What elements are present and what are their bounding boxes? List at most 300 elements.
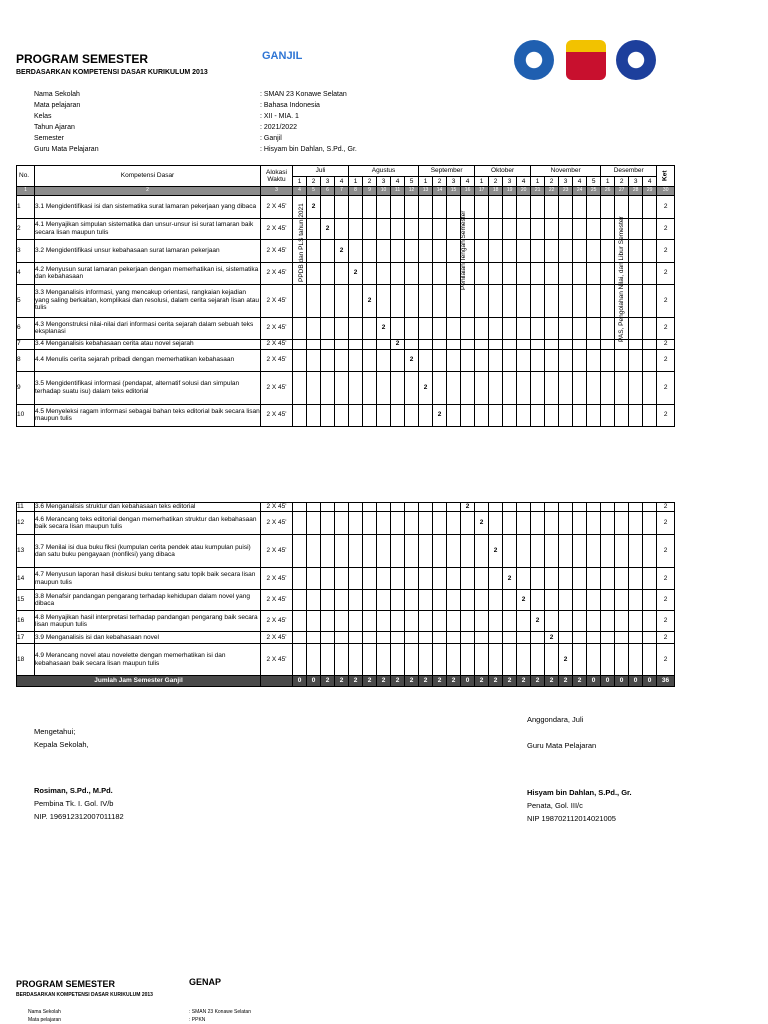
week-cell <box>461 339 475 349</box>
week-cell <box>391 239 405 262</box>
week-cell <box>405 512 419 535</box>
week-cell <box>433 632 447 644</box>
week-cell <box>629 218 643 239</box>
row-number: 12 <box>17 512 35 535</box>
info-value: : Bahasa Indonesia <box>260 102 320 109</box>
week-cell <box>601 317 615 339</box>
week-cell <box>321 404 335 426</box>
column-header-kd: Kompetensi Dasar <box>35 166 261 187</box>
table-row <box>17 611 675 632</box>
total-value: 2 <box>363 676 377 687</box>
week-cell <box>503 632 517 644</box>
teacher-title: Guru Mata Pelajaran <box>527 741 597 750</box>
week-cell <box>349 195 363 218</box>
week-cell <box>391 317 405 339</box>
place-date: Anggondara, Juli <box>527 715 584 724</box>
row-number: 11 <box>17 503 35 512</box>
teacher-name: Hisyam bin Dahlan, S.Pd., Gr. <box>527 788 632 797</box>
week-cell <box>391 218 405 239</box>
week-cell <box>293 590 307 611</box>
week-cell <box>629 349 643 371</box>
column-index: 28 <box>629 187 643 196</box>
week-cell <box>391 632 405 644</box>
week-cell <box>643 568 657 590</box>
week-cell <box>447 535 461 568</box>
week-cell <box>489 339 503 349</box>
week-cell <box>377 195 391 218</box>
week-hours: 2 <box>349 262 363 284</box>
ppdb-note: PPDB dan PLS tahun 2021 <box>298 203 305 282</box>
week-cell <box>363 644 377 676</box>
week-cell <box>629 239 643 262</box>
week-cell <box>307 284 321 317</box>
competency-text: 3.1 Mengidentifikasi isi dan sistematika surat lamaran pekerjaan yang dibaca <box>35 195 261 218</box>
week-cell <box>433 611 447 632</box>
week-cell <box>517 632 531 644</box>
week-cell <box>321 644 335 676</box>
week-cell <box>461 371 475 404</box>
ket-value: 2 <box>657 404 675 426</box>
week-cell <box>447 284 461 317</box>
info-label: Semester <box>34 135 64 142</box>
week-cell <box>531 371 545 404</box>
row-number: 14 <box>17 568 35 590</box>
week-cell <box>615 349 629 371</box>
column-index: 9 <box>363 187 377 196</box>
week-cell <box>489 349 503 371</box>
week-cell <box>573 611 587 632</box>
week-cell <box>573 284 587 317</box>
week-number: 4 <box>643 177 657 187</box>
info-labels <box>34 89 99 155</box>
page-title: PROGRAM SEMESTER <box>16 52 149 66</box>
week-cell <box>475 371 489 404</box>
pas-note: PAS, Pengolahan Nilai, dan Libur Semester <box>618 216 625 342</box>
week-cell <box>629 512 643 535</box>
total-value: 0 <box>643 676 657 687</box>
week-cell <box>629 644 643 676</box>
next-page-subtitle: BERDASARKAN KOMPETENSI DASAR KURIKULUM 2013 <box>16 992 153 998</box>
competency-text: 3.8 Menafsir pandangan pengarang terhadap kehidupan dalam novel yang dibaca <box>35 590 261 611</box>
week-cell <box>307 512 321 535</box>
week-cell <box>573 404 587 426</box>
week-cell <box>461 568 475 590</box>
week-cell <box>489 644 503 676</box>
week-cell <box>629 317 643 339</box>
ket-value: 2 <box>657 195 675 218</box>
week-cell <box>517 404 531 426</box>
week-cell <box>531 284 545 317</box>
row-number: 8 <box>17 349 35 371</box>
week-cell <box>601 644 615 676</box>
week-hours: 2 <box>531 611 545 632</box>
week-cell <box>349 339 363 349</box>
column-index: 29 <box>643 187 657 196</box>
week-cell <box>335 632 349 644</box>
week-cell <box>433 535 447 568</box>
column-index: 17 <box>475 187 489 196</box>
week-cell <box>461 349 475 371</box>
total-value: 2 <box>447 676 461 687</box>
week-cell <box>405 371 419 404</box>
week-cell <box>447 371 461 404</box>
week-cell <box>545 317 559 339</box>
week-cell <box>419 503 433 512</box>
column-index: 7 <box>335 187 349 196</box>
week-cell <box>363 568 377 590</box>
week-cell <box>405 239 419 262</box>
ket-value: 2 <box>657 644 675 676</box>
week-cell <box>447 590 461 611</box>
week-cell <box>601 611 615 632</box>
week-cell <box>391 262 405 284</box>
column-index: 3 <box>261 187 293 196</box>
week-cell <box>573 568 587 590</box>
week-cell <box>321 371 335 404</box>
competency-text: 3.2 Mengidentifikasi unsur kebahasaan surat lamaran pekerjaan <box>35 239 261 262</box>
info-value: : XII - MIA. 1 <box>260 113 299 120</box>
ket-label: Ket <box>661 170 669 182</box>
week-cell <box>489 632 503 644</box>
week-cell <box>573 317 587 339</box>
week-cell <box>363 512 377 535</box>
competency-text: 4.4 Menulis cerita sejarah pribadi dengan memerhatikan kebahasaan <box>35 349 261 371</box>
week-cell <box>475 284 489 317</box>
month-header: November <box>531 166 601 177</box>
week-cell <box>391 644 405 676</box>
week-cell <box>349 317 363 339</box>
week-cell <box>363 503 377 512</box>
week-cell <box>601 404 615 426</box>
week-cell <box>293 512 307 535</box>
week-number: 3 <box>447 177 461 187</box>
week-cell <box>461 590 475 611</box>
week-cell <box>377 503 391 512</box>
week-cell <box>363 632 377 644</box>
week-cell <box>405 195 419 218</box>
week-number: 1 <box>349 177 363 187</box>
week-cell <box>531 262 545 284</box>
total-value: 36 <box>657 676 675 687</box>
time-allocation: 2 X 45' <box>261 404 293 426</box>
week-cell <box>643 404 657 426</box>
week-cell <box>559 195 573 218</box>
week-cell <box>559 535 573 568</box>
week-cell <box>447 195 461 218</box>
week-cell <box>559 284 573 317</box>
total-value: 2 <box>489 676 503 687</box>
week-cell <box>601 239 615 262</box>
week-cell <box>545 195 559 218</box>
week-cell <box>517 218 531 239</box>
table-row <box>17 632 675 644</box>
week-cell <box>293 568 307 590</box>
week-number: 4 <box>391 177 405 187</box>
week-cell <box>307 239 321 262</box>
week-cell <box>419 262 433 284</box>
week-cell <box>447 349 461 371</box>
week-cell <box>517 644 531 676</box>
week-cell <box>545 644 559 676</box>
week-cell <box>349 349 363 371</box>
week-cell <box>573 632 587 644</box>
week-cell <box>405 611 419 632</box>
total-label: Jumlah Jam Semester Ganjil <box>17 676 261 687</box>
ket-value: 2 <box>657 239 675 262</box>
week-cell <box>405 632 419 644</box>
ket-value: 2 <box>657 339 675 349</box>
week-cell <box>573 195 587 218</box>
table-row <box>17 503 675 512</box>
week-cell <box>545 284 559 317</box>
week-cell <box>433 262 447 284</box>
week-cell <box>629 262 643 284</box>
time-allocation: 2 X 45' <box>261 512 293 535</box>
week-number: 5 <box>405 177 419 187</box>
competency-text: 3.3 Menganalisis informasi, yang mencakup orientasi, rangkaian kejadian yang saling berkaitan, komplikasi dan resolusi, dalam cerita sejarah lisan atau tulis <box>35 284 261 317</box>
info-values <box>260 89 357 155</box>
week-cell <box>447 632 461 644</box>
principal-name: Rosiman, S.Pd., M.Pd. <box>34 786 113 795</box>
week-cell <box>503 535 517 568</box>
week-cell <box>363 404 377 426</box>
week-cell <box>489 611 503 632</box>
week-cell <box>573 371 587 404</box>
week-cell <box>293 644 307 676</box>
week-cell <box>475 317 489 339</box>
total-value: 2 <box>573 676 587 687</box>
week-cell <box>377 512 391 535</box>
week-cell <box>531 339 545 349</box>
week-cell <box>447 317 461 339</box>
week-cell <box>307 218 321 239</box>
week-cell <box>461 404 475 426</box>
week-cell <box>559 590 573 611</box>
column-index: 22 <box>545 187 559 196</box>
konawe-selatan-logo <box>566 40 606 80</box>
week-hours: 2 <box>489 535 503 568</box>
week-cell <box>433 644 447 676</box>
week-cell <box>517 568 531 590</box>
week-cell <box>419 339 433 349</box>
column-index: 24 <box>573 187 587 196</box>
ket-value: 2 <box>657 590 675 611</box>
week-number: 2 <box>363 177 377 187</box>
program-semester-table-part2 <box>16 502 675 687</box>
ket-value: 2 <box>657 632 675 644</box>
week-cell <box>475 349 489 371</box>
week-number: 4 <box>573 177 587 187</box>
page-subtitle: BERDASARKAN KOMPETENSI DASAR KURIKULUM 2013 <box>16 69 208 76</box>
total-value: 0 <box>629 676 643 687</box>
time-allocation: 2 X 45' <box>261 317 293 339</box>
week-cell <box>349 512 363 535</box>
column-index: 23 <box>559 187 573 196</box>
row-number: 16 <box>17 611 35 632</box>
week-cell <box>601 632 615 644</box>
week-cell <box>377 218 391 239</box>
column-index: 10 <box>377 187 391 196</box>
week-cell <box>643 371 657 404</box>
week-cell <box>391 568 405 590</box>
week-cell <box>629 611 643 632</box>
week-cell <box>335 284 349 317</box>
week-cell <box>587 632 601 644</box>
column-index: 12 <box>405 187 419 196</box>
week-cell <box>433 371 447 404</box>
week-cell <box>615 535 629 568</box>
week-cell <box>559 262 573 284</box>
week-cell <box>601 371 615 404</box>
week-cell <box>643 195 657 218</box>
table-row <box>17 339 675 349</box>
week-cell <box>517 195 531 218</box>
week-cell <box>363 349 377 371</box>
week-cell <box>503 512 517 535</box>
ket-value: 2 <box>657 218 675 239</box>
week-cell <box>433 195 447 218</box>
week-cell <box>503 404 517 426</box>
week-cell <box>489 503 503 512</box>
week-cell <box>335 590 349 611</box>
week-cell <box>531 195 545 218</box>
week-cell <box>573 644 587 676</box>
week-cell <box>643 284 657 317</box>
principal-title: Kepala Sekolah, <box>34 740 89 749</box>
week-cell <box>405 644 419 676</box>
competency-text: 4.6 Merancang teks editorial dengan memerhatikan struktur dan kebahasaan baik secara lisan maupun tulis <box>35 512 261 535</box>
week-cell <box>307 371 321 404</box>
week-cell <box>531 503 545 512</box>
week-cell <box>545 239 559 262</box>
week-cell <box>461 632 475 644</box>
week-cell <box>531 632 545 644</box>
week-cell <box>559 632 573 644</box>
week-cell <box>475 339 489 349</box>
week-cell <box>587 503 601 512</box>
week-cell <box>405 568 419 590</box>
week-cell <box>489 512 503 535</box>
week-cell <box>587 218 601 239</box>
week-cell <box>615 404 629 426</box>
next-info-value: : SMAN 23 Konawe Selatan <box>189 1009 251 1015</box>
week-cell <box>391 349 405 371</box>
week-cell <box>587 195 601 218</box>
competency-text: 4.8 Menyajikan hasil interpretasi terhadap pandangan pengarang baik secara lisan maupun tulis <box>35 611 261 632</box>
time-allocation: 2 X 45' <box>261 218 293 239</box>
week-cell <box>475 239 489 262</box>
week-cell <box>531 590 545 611</box>
week-cell <box>363 611 377 632</box>
week-cell <box>307 262 321 284</box>
week-cell <box>377 611 391 632</box>
info-value: : Hisyam bin Dahlan, S.Pd., Gr. <box>260 146 357 153</box>
header-row <box>17 166 675 177</box>
week-cell <box>419 590 433 611</box>
week-cell <box>321 535 335 568</box>
week-cell <box>363 262 377 284</box>
table-row <box>17 317 675 339</box>
week-cell <box>601 512 615 535</box>
week-cell <box>587 535 601 568</box>
table-row <box>17 535 675 568</box>
week-number: 2 <box>545 177 559 187</box>
week-cell <box>391 590 405 611</box>
week-cell <box>503 339 517 349</box>
competency-text: 3.9 Menganalisis isi dan kebahasaan novel <box>35 632 261 644</box>
competency-text: 4.2 Menyusun surat lamaran pekerjaan dengan memerhatikan isi, sistematika dan kebahasaan <box>35 262 261 284</box>
info-value: : Ganjil <box>260 135 282 142</box>
week-cell <box>559 317 573 339</box>
week-cell <box>643 590 657 611</box>
week-cell <box>545 512 559 535</box>
week-cell <box>433 349 447 371</box>
week-cell <box>419 218 433 239</box>
week-cell <box>321 632 335 644</box>
week-cell <box>349 568 363 590</box>
week-cell <box>629 590 643 611</box>
week-cell <box>629 371 643 404</box>
week-cell <box>629 284 643 317</box>
table-row <box>17 404 675 426</box>
next-info-label: Nama Sekolah <box>28 1009 61 1015</box>
time-allocation: 2 X 45' <box>261 611 293 632</box>
week-cell <box>531 644 545 676</box>
column-index: 15 <box>447 187 461 196</box>
column-index: 14 <box>433 187 447 196</box>
week-cell <box>447 262 461 284</box>
week-cell <box>489 568 503 590</box>
week-cell <box>349 503 363 512</box>
week-cell <box>321 262 335 284</box>
week-cell <box>419 195 433 218</box>
week-cell <box>363 195 377 218</box>
table-row <box>17 195 675 218</box>
week-cell <box>433 317 447 339</box>
week-number: 1 <box>531 177 545 187</box>
week-hours: 2 <box>377 317 391 339</box>
time-allocation: 2 X 45' <box>261 568 293 590</box>
info-value: : 2021/2022 <box>260 124 297 131</box>
time-allocation: 2 X 45' <box>261 349 293 371</box>
semester-label: GANJIL <box>262 50 303 62</box>
total-value: 2 <box>349 676 363 687</box>
principal-nip: NIP. 196912312007011182 <box>34 812 124 821</box>
column-index: 16 <box>461 187 475 196</box>
week-cell <box>447 218 461 239</box>
week-cell <box>321 512 335 535</box>
week-cell <box>335 644 349 676</box>
week-cell <box>321 317 335 339</box>
week-cell <box>391 284 405 317</box>
week-cell <box>601 284 615 317</box>
total-value: 2 <box>545 676 559 687</box>
total-value: 2 <box>377 676 391 687</box>
ket-value: 2 <box>657 535 675 568</box>
ket-value: 2 <box>657 317 675 339</box>
total-value: 0 <box>587 676 601 687</box>
column-index: 11 <box>391 187 405 196</box>
week-cell <box>517 503 531 512</box>
week-cell <box>447 239 461 262</box>
next-info-labels <box>28 1008 61 1024</box>
week-cell <box>503 611 517 632</box>
week-cell <box>433 512 447 535</box>
next-semester-label: GENAP <box>189 977 222 987</box>
week-cell <box>405 590 419 611</box>
week-cell <box>307 568 321 590</box>
week-cell <box>377 535 391 568</box>
